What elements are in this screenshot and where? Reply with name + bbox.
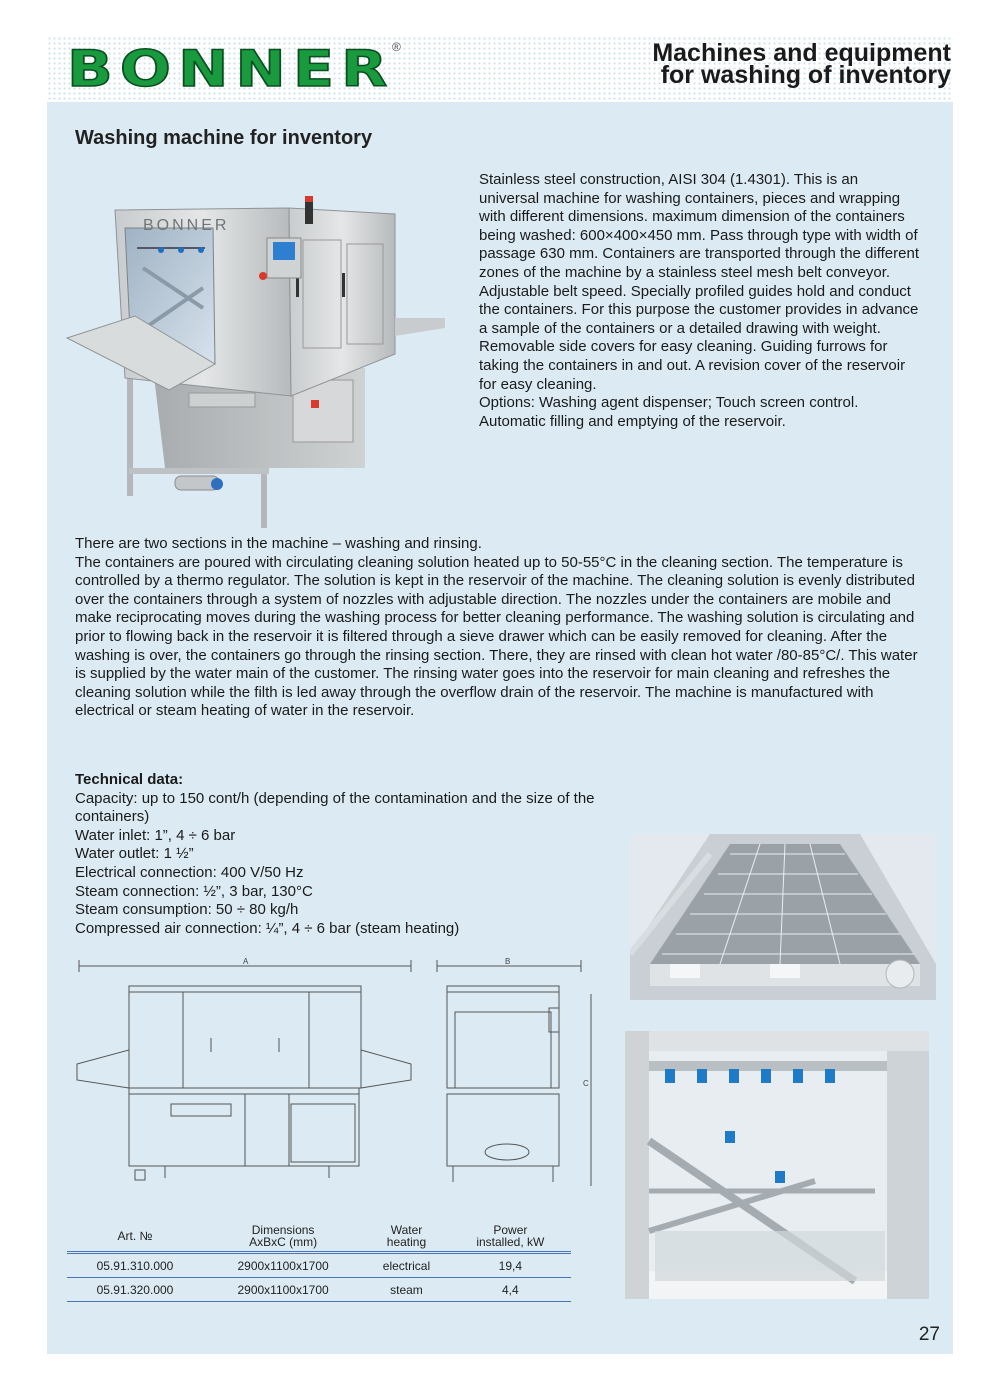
registered-mark: ® xyxy=(392,40,401,54)
table-cell: 05.91.320.000 xyxy=(96,1283,174,1297)
washing-machine-image xyxy=(65,168,467,528)
dimension-label-a: A xyxy=(243,957,249,966)
intro-paragraph-3: Options: Washing agent dispenser; Touch screen control. Automatic filling and emptying of the reservoir. xyxy=(479,394,859,430)
column-header: Power installed, kW xyxy=(476,1223,545,1249)
column-header: Art. № xyxy=(117,1229,153,1243)
technical-data xyxy=(75,771,635,938)
tech-line: Capacity: up to 150 cont/h (depending of the contamination and the size of the containers) xyxy=(75,789,595,826)
table-cell: 05.91.310.000 xyxy=(96,1259,174,1273)
intro-description xyxy=(479,171,919,431)
tech-line: Compressed air connection: ¼”, 4 ÷ 6 bar (steam heating) xyxy=(75,919,460,937)
table-row xyxy=(67,1253,571,1278)
table-cell: 2900x1100x1700 xyxy=(237,1283,329,1297)
table-cell: electrical xyxy=(382,1259,431,1273)
tech-line: Water inlet: 1”, 4 ÷ 6 bar xyxy=(75,826,236,844)
intro-paragraph-2: Removable side covers for easy cleaning. Guiding furrows for taking the containers in and out. A revision cover of the reservoir for easy cleaning. xyxy=(479,338,906,393)
bonner-logo: BONNER xyxy=(67,40,395,98)
washing-nozzles-photo xyxy=(625,1031,929,1299)
table-cell: 4,4 xyxy=(502,1283,519,1297)
catalog-page xyxy=(47,36,953,1354)
table-row xyxy=(67,1278,571,1302)
specifications-table xyxy=(67,1220,571,1302)
header-title xyxy=(652,39,951,89)
header-title-line1: Machines and equipment xyxy=(652,39,951,67)
column-header: Dimensions AxBxC (mm) xyxy=(249,1223,318,1249)
tech-line: Electrical connection: 400 V/50 Hz xyxy=(75,863,304,881)
page-number: 27 xyxy=(918,1324,940,1345)
table-cell: 2900x1100x1700 xyxy=(237,1259,329,1273)
section-title: Washing machine for inventory xyxy=(75,127,373,149)
body-paragraph-1: There are two sections in the machine – washing and rinsing. xyxy=(75,535,482,552)
machine-brand-label: BONNER xyxy=(143,217,230,234)
tech-line: Steam consumption: 50 ÷ 80 kg/h xyxy=(75,901,299,919)
dimension-label-b: B xyxy=(505,957,511,966)
technical-drawing xyxy=(75,954,601,1204)
intro-paragraph-1: Stainless steel construction, AISI 304 (1.4301). This is an universal machine for washing containers, pieces and wrapping with different dimensions. maximum dimension of the containers being washed: 600×400×450 mm. Pass through type with width of passage 630 mm. Containers are transported through the different zones of the machine by a stainless steel mesh belt conveyor. Adjustable belt speed. Specially profiled guides hold and conduct the containers. For this purpose the customer provides in advance a sample of the containers or a detailed drawing with weight. xyxy=(479,171,919,337)
header xyxy=(47,36,953,102)
tech-line: Water outlet: 1 ½” xyxy=(75,845,194,863)
dimension-label-c: C xyxy=(583,1079,589,1088)
technical-data-heading: Technical data: xyxy=(75,771,184,788)
process-description xyxy=(75,535,925,721)
tech-line: Steam connection: ½”, 3 bar, 130°C xyxy=(75,882,313,900)
body-paragraph-2: The containers are poured with circulating cleaning solution heated up to 50-55°C in the cleaning section. The temperature is controlled by a thermo regulator. The solution is kept in the reservoir of the machine. The cleaning solution is evenly distributed over the containers through a system of nozzles with adjustable direction. The nozzles under the containers are mobile and make reciprocating moves during the washing process for better cleaning performance. The washing solution is circulating and prior to flowing back in the reservoir it is filtered through a sieve drawer which can be easily removed for cleaning. After the washing is over, the containers go through the rinsing section. There, they are rinsed with clean hot water /80-85°C/. This water is supplied by the water main of the customer. The rinsing water goes into the reservoir for main cleaning and refreshes the cleaning solution while the filth is led away through the overflow drain of the reservoir. The machine is manufactured with electrical or steam heating of water in the reservoir. xyxy=(75,553,918,720)
conveyor-belt-photo xyxy=(630,834,936,1000)
table-cell: 19,4 xyxy=(498,1259,523,1273)
header-title-line2: for washing of inventory xyxy=(660,61,951,89)
table-header-row xyxy=(67,1220,571,1253)
column-header: Water heating xyxy=(386,1223,427,1249)
table-cell: steam xyxy=(390,1283,423,1297)
